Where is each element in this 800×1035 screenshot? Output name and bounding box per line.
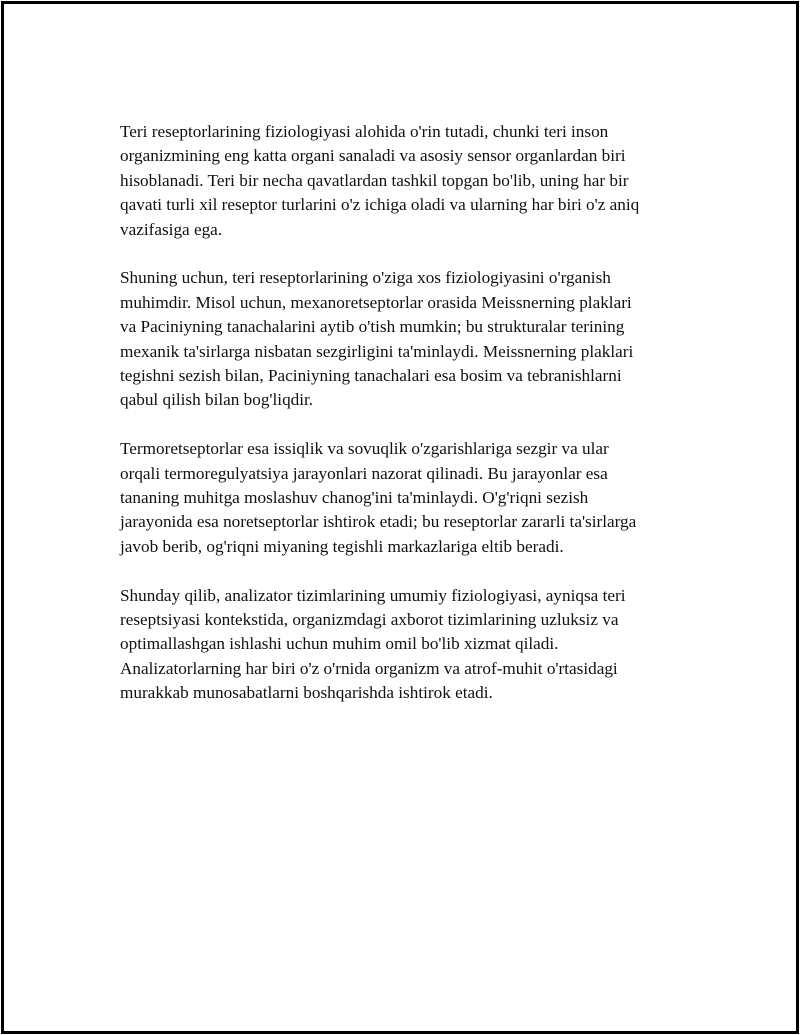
text-line: va Paciniyning tanachalarini aytib o'tish mumkin; bu strukturalar terining bbox=[120, 317, 625, 337]
text-line: Analizatorlarning har biri o'z o'rnida organizm va atrof-muhit o'rtasidagi bbox=[120, 658, 618, 678]
text-line: optimallashgan ishlashi uchun muhim omil bo'lib xizmat qiladi. bbox=[120, 634, 559, 654]
paragraph-2 bbox=[120, 266, 692, 412]
text-line: qabul qilish bilan bog'liqdir. bbox=[120, 390, 314, 410]
text-line: tananing muhitga moslashuv chanog'ini ta'minlaydi. O'g'riqni sezish bbox=[120, 488, 589, 508]
paragraph-4 bbox=[120, 584, 692, 706]
text-line: Shunday qilib, analizator tizimlarining umumiy fiziologiyasi, ayniqsa teri bbox=[120, 585, 626, 605]
text-line: reseptsiyasi kontekstida, organizmdagi axborot tizimlarining uzluksiz va bbox=[120, 610, 619, 630]
text-line: vazifasiga ega. bbox=[120, 219, 223, 239]
document-body bbox=[120, 120, 692, 730]
text-line: orqali termoregulyatsiya jarayonlari nazorat qilinadi. Bu jarayonlar esa bbox=[120, 463, 608, 483]
text-line: jarayonida esa noretseptorlar ishtirok etadi; bu reseptorlar zararli ta'sirlarga bbox=[120, 512, 637, 532]
page-border bbox=[1, 1, 799, 1034]
text-line: javob berib, og'riqni miyaning tegishli markazlariga eltib beradi. bbox=[120, 536, 564, 556]
paragraph-1 bbox=[120, 120, 692, 242]
text-line: hisoblanadi. Teri bir necha qavatlardan tashkil topgan bo'lib, uning har bir bbox=[120, 170, 629, 190]
text-line: Termoretseptorlar esa issiqlik va sovuqlik o'zgarishlariga sezgir va ular bbox=[120, 439, 609, 459]
text-line: mexanik ta'sirlarga nisbatan sezgirligini ta'minlaydi. Meissnerning plaklari bbox=[120, 341, 634, 361]
text-line: qavati turli xil reseptor turlarini o'z ichiga oladi va ularning har biri o'z aniq bbox=[120, 195, 640, 215]
text-line: muhimdir. Misol uchun, mexanoretseptorlar orasida Meissnerning plaklari bbox=[120, 292, 632, 312]
text-line: Shuning uchun, teri reseptorlarining o'ziga xos fiziologiyasini o'rganish bbox=[120, 268, 611, 288]
text-line: tegishni sezish bilan, Paciniyning tanachalari esa bosim va tebranishlarni bbox=[120, 366, 622, 386]
paragraph-3 bbox=[120, 437, 692, 559]
text-line: murakkab munosabatlarni boshqarishda ishtirok etadi. bbox=[120, 683, 493, 703]
text-line: Teri reseptorlarining fiziologiyasi alohida o'rin tutadi, chunki teri inson bbox=[120, 122, 609, 141]
text-line: organizmining eng katta organi sanaladi va asosiy sensor organlardan biri bbox=[120, 146, 626, 166]
